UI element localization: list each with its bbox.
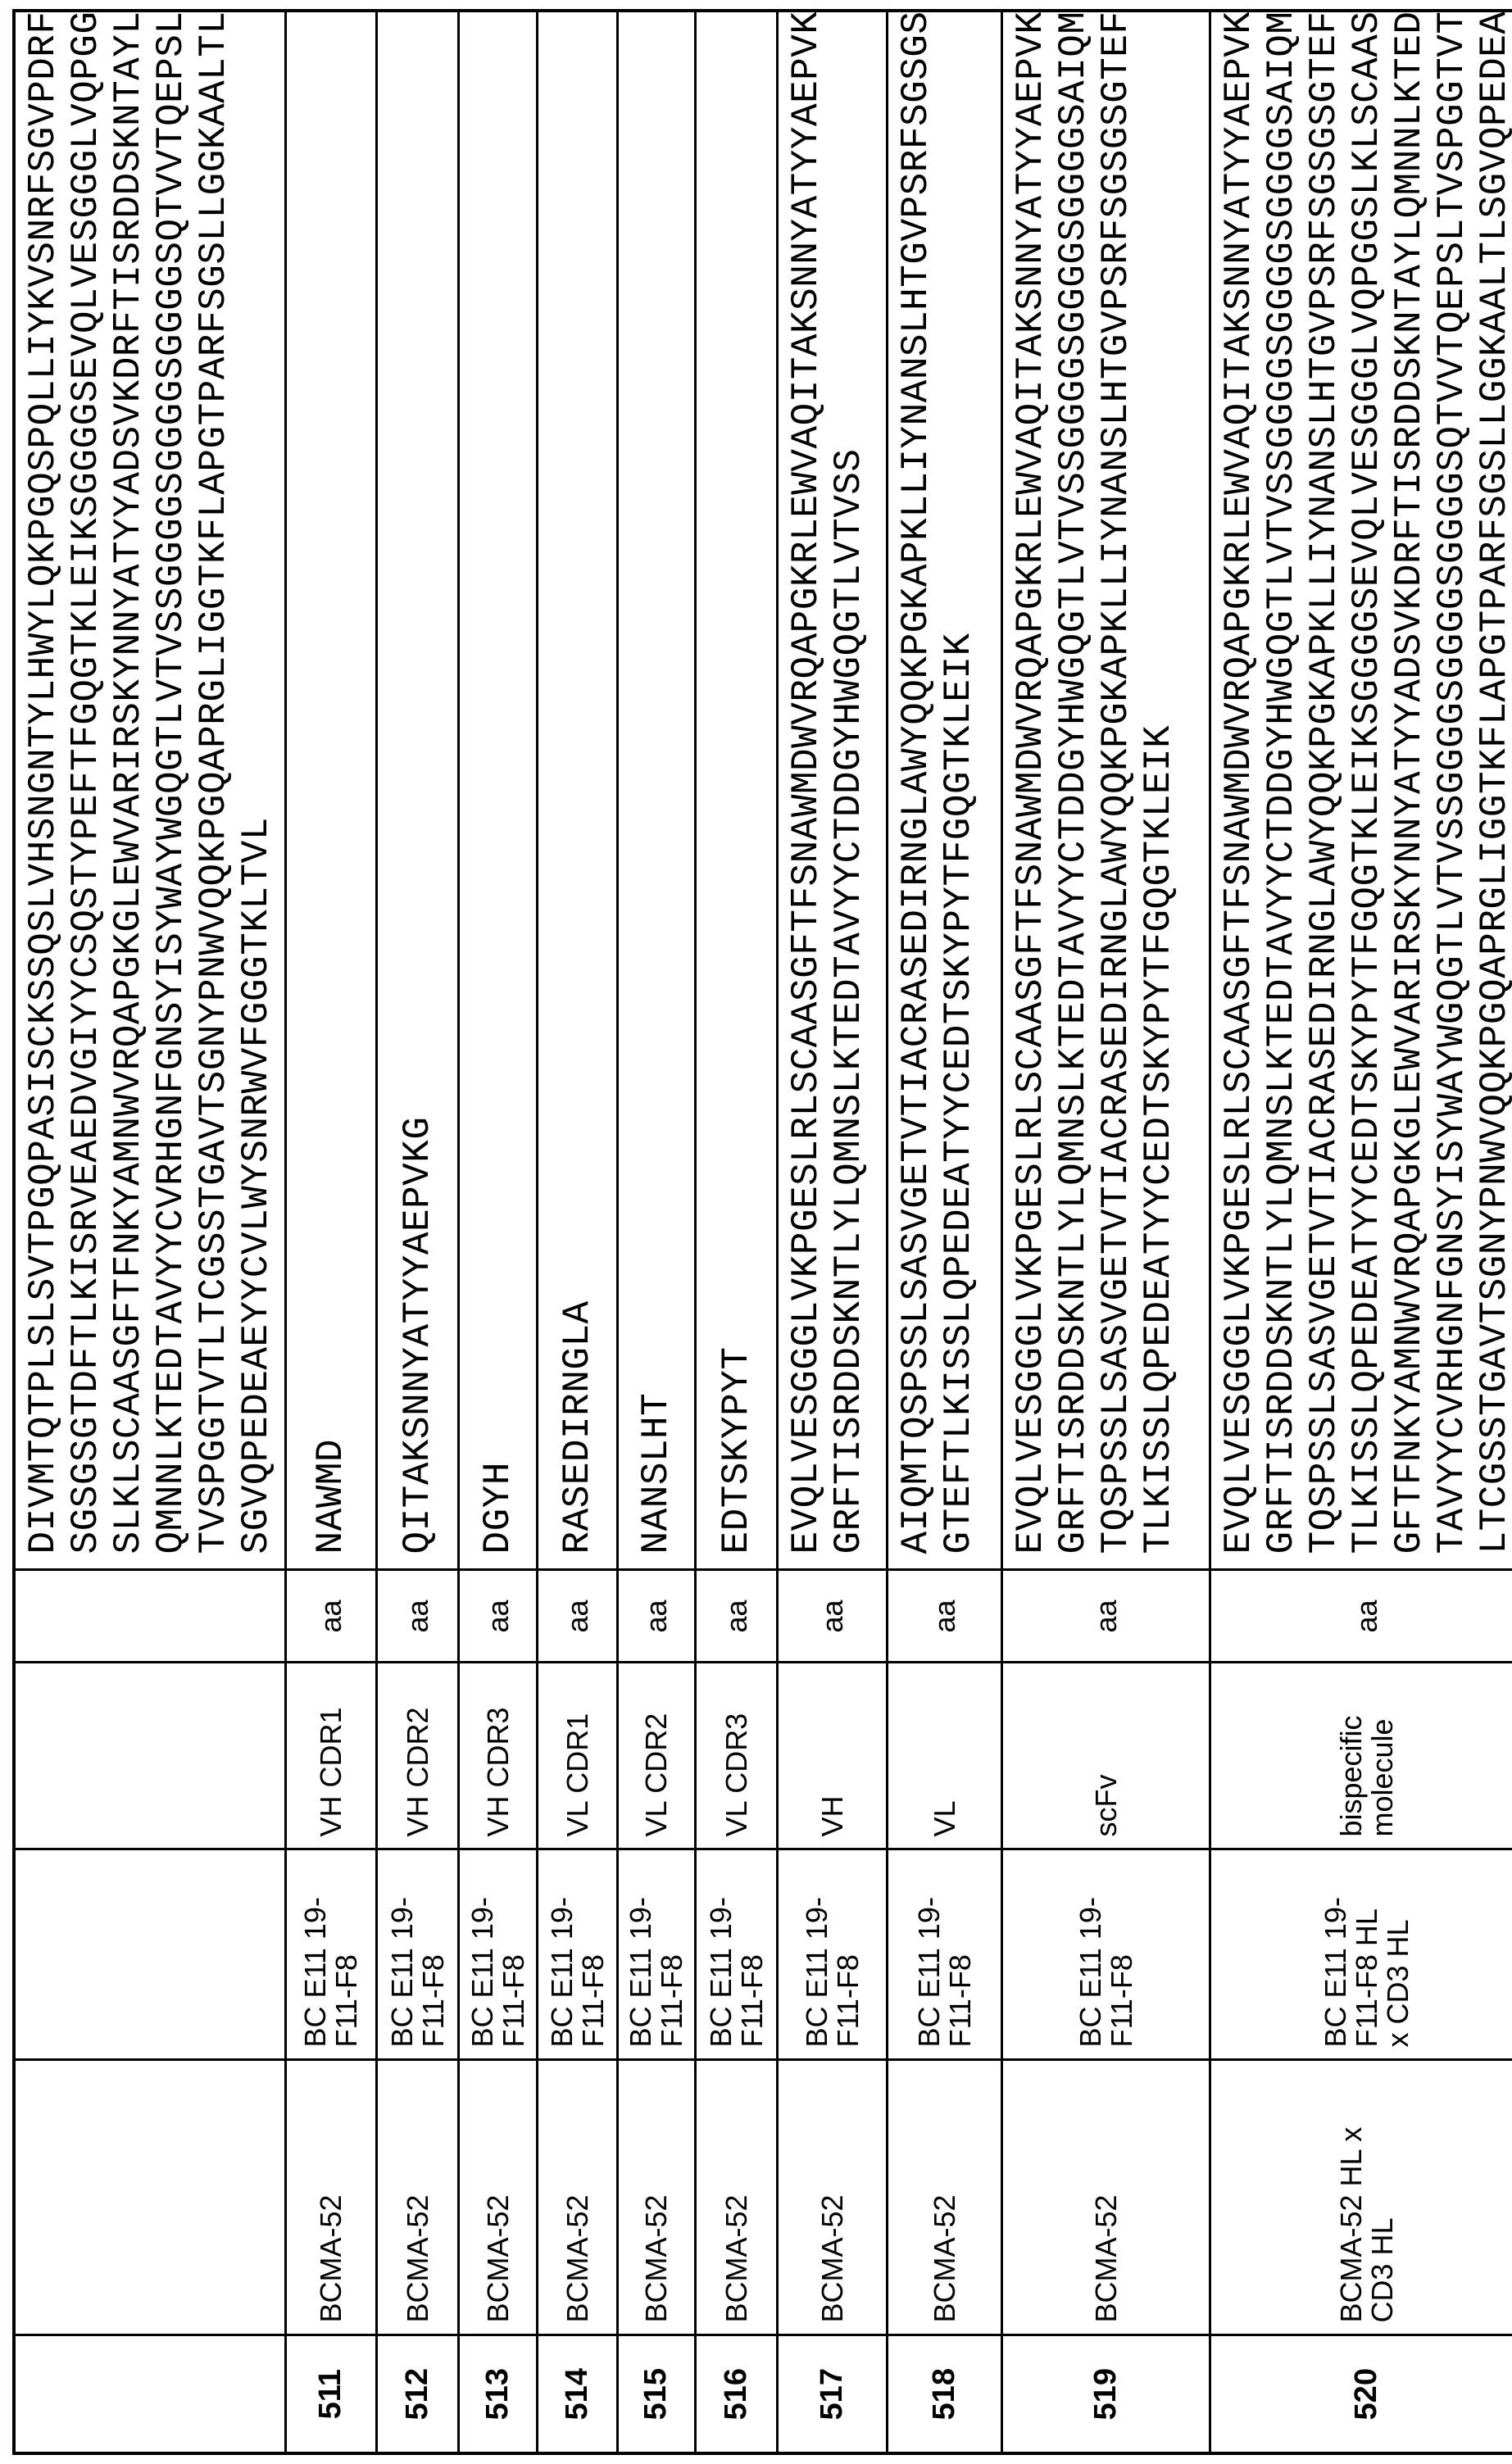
name-cell: BCMA-52 — [1002, 2060, 1210, 2335]
sequence-cell — [377, 11, 459, 1570]
seq-id-cell: 514 — [538, 2335, 618, 2453]
sequence-line: NAWMD — [310, 24, 352, 1554]
sequence-line: QITAKSNNYATYYAEPVKG — [397, 24, 439, 1554]
format-cell — [14, 1570, 286, 1663]
source-cell: BC E11 19- F11-F8 — [778, 1849, 888, 2060]
source-cell: BC E11 19- F11-F8 — [286, 1849, 377, 2060]
type-cell: VL CDR3 — [696, 1663, 778, 1849]
rotated-page — [0, 0, 1512, 2464]
sequence-line: DIVMTQTPLSLSVTPGQPASISCKSSQSLVHSNGNTYLHWYLQKPGQSPQLLIYKVSNRFSGVPDRF — [22, 24, 65, 1554]
sequence-line: GRFTISRDDSKNTLYLQMNSLKTEDTAVYYCTDDGYHWGQGTLVTVSSGGGGSGGGGSGGGGSAIQM — [1260, 24, 1303, 1554]
sequence-line: TQSPSSLSASVGETVTIACRASEDIRNGLAWYQQKPGKAPKLLIYNANSLHTGVPSRFSGSGSGTEF — [1095, 24, 1137, 1554]
name-cell: BCMA-52 HL x CD3 HL — [1210, 2060, 1512, 2335]
seq-id-cell: 511 — [286, 2335, 377, 2453]
sequence-line: RASEDIRNGLA — [556, 24, 599, 1554]
continuation-row — [14, 11, 286, 2453]
sequence-line: GFTFNKYAMNWVRQAPGKGLEWVARIRSKYNNYATYYADSVKDRFTISRDDSKNTAYLQMNNLKTED — [1388, 24, 1431, 1554]
seq-id-cell: 516 — [696, 2335, 778, 2453]
source-cell: BC E11 19- F11-F8 — [696, 1849, 778, 2060]
format-cell: aa — [778, 1570, 888, 1663]
table-row — [888, 11, 1002, 2453]
table-row — [618, 11, 696, 2453]
format-cell: aa — [538, 1570, 618, 1663]
table-row — [538, 11, 618, 2453]
sequence-line: GRFTISRDDSKNTLYLQMNSLKTEDTAVYYCTDDGYHWGQGTLVTVSSGGGGSGGGGSGGGGSAIQM — [1052, 24, 1095, 1554]
table-row — [377, 11, 459, 2453]
format-cell: aa — [286, 1570, 377, 1663]
seq-id-cell: 520 — [1210, 2335, 1512, 2453]
sequence-table — [12, 9, 1512, 2455]
type-cell: VL CDR2 — [618, 1663, 696, 1849]
seq-id-cell: 515 — [618, 2335, 696, 2453]
source-cell: BC E11 19- F11-F8 — [538, 1849, 618, 2060]
seq-id-cell: 513 — [459, 2335, 538, 2453]
sequence-cell — [888, 11, 1002, 1570]
type-cell: VL — [888, 1663, 1002, 1849]
source-cell: BC E11 19- F11-F8 — [459, 1849, 538, 2060]
seq-id-cell: 519 — [1002, 2335, 1210, 2453]
sequence-cell — [778, 11, 888, 1570]
sequence-line: QMNNLKTEDTAVYYCVRHGNFGNSYISYWAYWGQGTLVTVSSGGGGSGGGGSGGGGSQTVVTQEPSL — [150, 24, 193, 1554]
sequence-cell — [538, 11, 618, 1570]
name-cell: BCMA-52 — [286, 2060, 377, 2335]
sequence-line: TLKISSLQPEDEATYYCEDTSKYPYTFGQGTKLEIK — [1137, 24, 1180, 1554]
sequence-line: EVQLVESGGGLVKPGESLRLSCAASGFTFSNAWMDWVRQAPGKRLEWVAQITAKSNNYATYYAEPVK — [1218, 24, 1260, 1554]
table-row — [778, 11, 888, 2453]
sequence-cell — [696, 11, 778, 1570]
format-cell: aa — [696, 1570, 778, 1663]
sequence-line: SGVQPEDEAEYYCVLWYSNRWVFGGGTKLTVL — [235, 24, 278, 1554]
source-cell: BC E11 19- F11-F8 — [1002, 1849, 1210, 2060]
sequence-line: TLKISSLQPEDEATYYCEDTSKYPYTFGQGTKLEIKSGGGGSEVQLVESGGGLVQPGGSLKLSCAAS — [1346, 24, 1388, 1554]
table-row — [459, 11, 538, 2453]
sequence-line: GTEFTLKISSLQPEDEATYYCEDTSKYPYTFGQGTKLEIK — [938, 24, 980, 1554]
type-cell: VH — [778, 1663, 888, 1849]
format-cell: aa — [459, 1570, 538, 1663]
format-cell: aa — [1210, 1570, 1512, 1663]
sequence-line: GRFTISRDDSKNTLYLQMNSLKTEDTAVYYCTDDGYHWGQGTLVTVSS — [828, 24, 870, 1554]
table-row — [1002, 11, 1210, 2453]
name-cell: BCMA-52 — [538, 2060, 618, 2335]
source-cell: BC E11 19- F11-F8 — [888, 1849, 1002, 2060]
name-cell: BCMA-52 — [888, 2060, 1002, 2335]
sequence-line: SGSGSGTDFTLKISRVEAEDVGIYYCSQSTYPEFTFGQGTKLEIKSGGGGSEVQLVESGGGLVQPGG — [65, 24, 107, 1554]
sequence-line: DGYH — [477, 24, 520, 1554]
sequence-line: EVQLVESGGGLVKPGESLRLSCAASGFTFSNAWMDWVRQAPGKRLEWVAQITAKSNNYATYYAEPVK — [1010, 24, 1052, 1554]
type-cell — [14, 1663, 286, 1849]
type-cell: bispecific molecule — [1210, 1663, 1512, 1849]
name-cell: BCMA-52 — [377, 2060, 459, 2335]
sequence-line: NANSLHT — [635, 24, 678, 1554]
type-cell: scFv — [1002, 1663, 1210, 1849]
sequence-line: EVQLVESGGGLVKPGESLRLSCAASGFTFSNAWMDWVRQAPGKRLEWVAQITAKSNNYATYYAEPVK — [785, 24, 828, 1554]
seq-id-cell: 512 — [377, 2335, 459, 2453]
type-cell: VH CDR3 — [459, 1663, 538, 1849]
seq-id-cell — [14, 2335, 286, 2453]
type-cell: VH CDR1 — [286, 1663, 377, 1849]
name-cell: BCMA-52 — [618, 2060, 696, 2335]
name-cell — [14, 2060, 286, 2335]
sequence-table-body — [14, 11, 1512, 2453]
sequence-line: AIQMTQSPSSLSASVGETVTIACRASEDIRNGLAWYQQKPGKAPKLLIYNANSLHTGVPSRFSGSGS — [895, 24, 938, 1554]
format-cell: aa — [618, 1570, 696, 1663]
format-cell: aa — [377, 1570, 459, 1663]
name-cell: BCMA-52 — [778, 2060, 888, 2335]
sequence-cell — [459, 11, 538, 1570]
sequence-line: LTCGSSTGAVTSGNYPNWVQQKPGQAPRGLIGGTKFLAPGTPARFSGSLLGGKAALTLSGVQPEDEA — [1473, 24, 1512, 1554]
sequence-cell — [286, 11, 377, 1570]
source-cell: BC E11 19- F11-F8 — [377, 1849, 459, 2060]
seq-id-cell: 517 — [778, 2335, 888, 2453]
seq-id-cell: 518 — [888, 2335, 1002, 2453]
table-row — [286, 11, 377, 2453]
format-cell: aa — [1002, 1570, 1210, 1663]
name-cell: BCMA-52 — [696, 2060, 778, 2335]
sequence-cell — [1002, 11, 1210, 1570]
sequence-line: EDTSKYPYT — [715, 24, 758, 1554]
type-cell: VH CDR2 — [377, 1663, 459, 1849]
type-cell: VL CDR1 — [538, 1663, 618, 1849]
source-cell: BC E11 19- F11-F8 HL x CD3 HL — [1210, 1849, 1512, 2060]
sequence-line: TQSPSSLSASVGETVTIACRASEDIRNGLAWYQQKPGKAPKLLIYNANSLHTGVPSRFSGSGSGTEF — [1303, 24, 1346, 1554]
format-cell: aa — [888, 1570, 1002, 1663]
sequence-cell — [1210, 11, 1512, 1570]
sequence-line: TVSPGGTVTLTCGSSTGAVTSGNYPNWVQQKPGQAPRGLIGGTKFLAPGTPARFSGSLLGGKAALTL — [193, 24, 235, 1554]
sequence-cell — [618, 11, 696, 1570]
source-cell — [14, 1849, 286, 2060]
sequence-line: SLKLSCAASGFTFNKYAMNWVRQAPGKGLEWVARIRSKYNNYATYYADSVKDRFTISRDDSKNTAYL — [107, 24, 150, 1554]
sequence-cell — [14, 11, 286, 1570]
table-row — [1210, 11, 1512, 2453]
source-cell: BC E11 19- F11-F8 — [618, 1849, 696, 2060]
table-row — [696, 11, 778, 2453]
name-cell: BCMA-52 — [459, 2060, 538, 2335]
sequence-line: TAVYYCVRHGNFGNSYISYWAYWGQGTLVTVSSGGGGSGGGGSGGGGSQTVVTQEPSLTVSPGGTVT — [1431, 24, 1473, 1554]
